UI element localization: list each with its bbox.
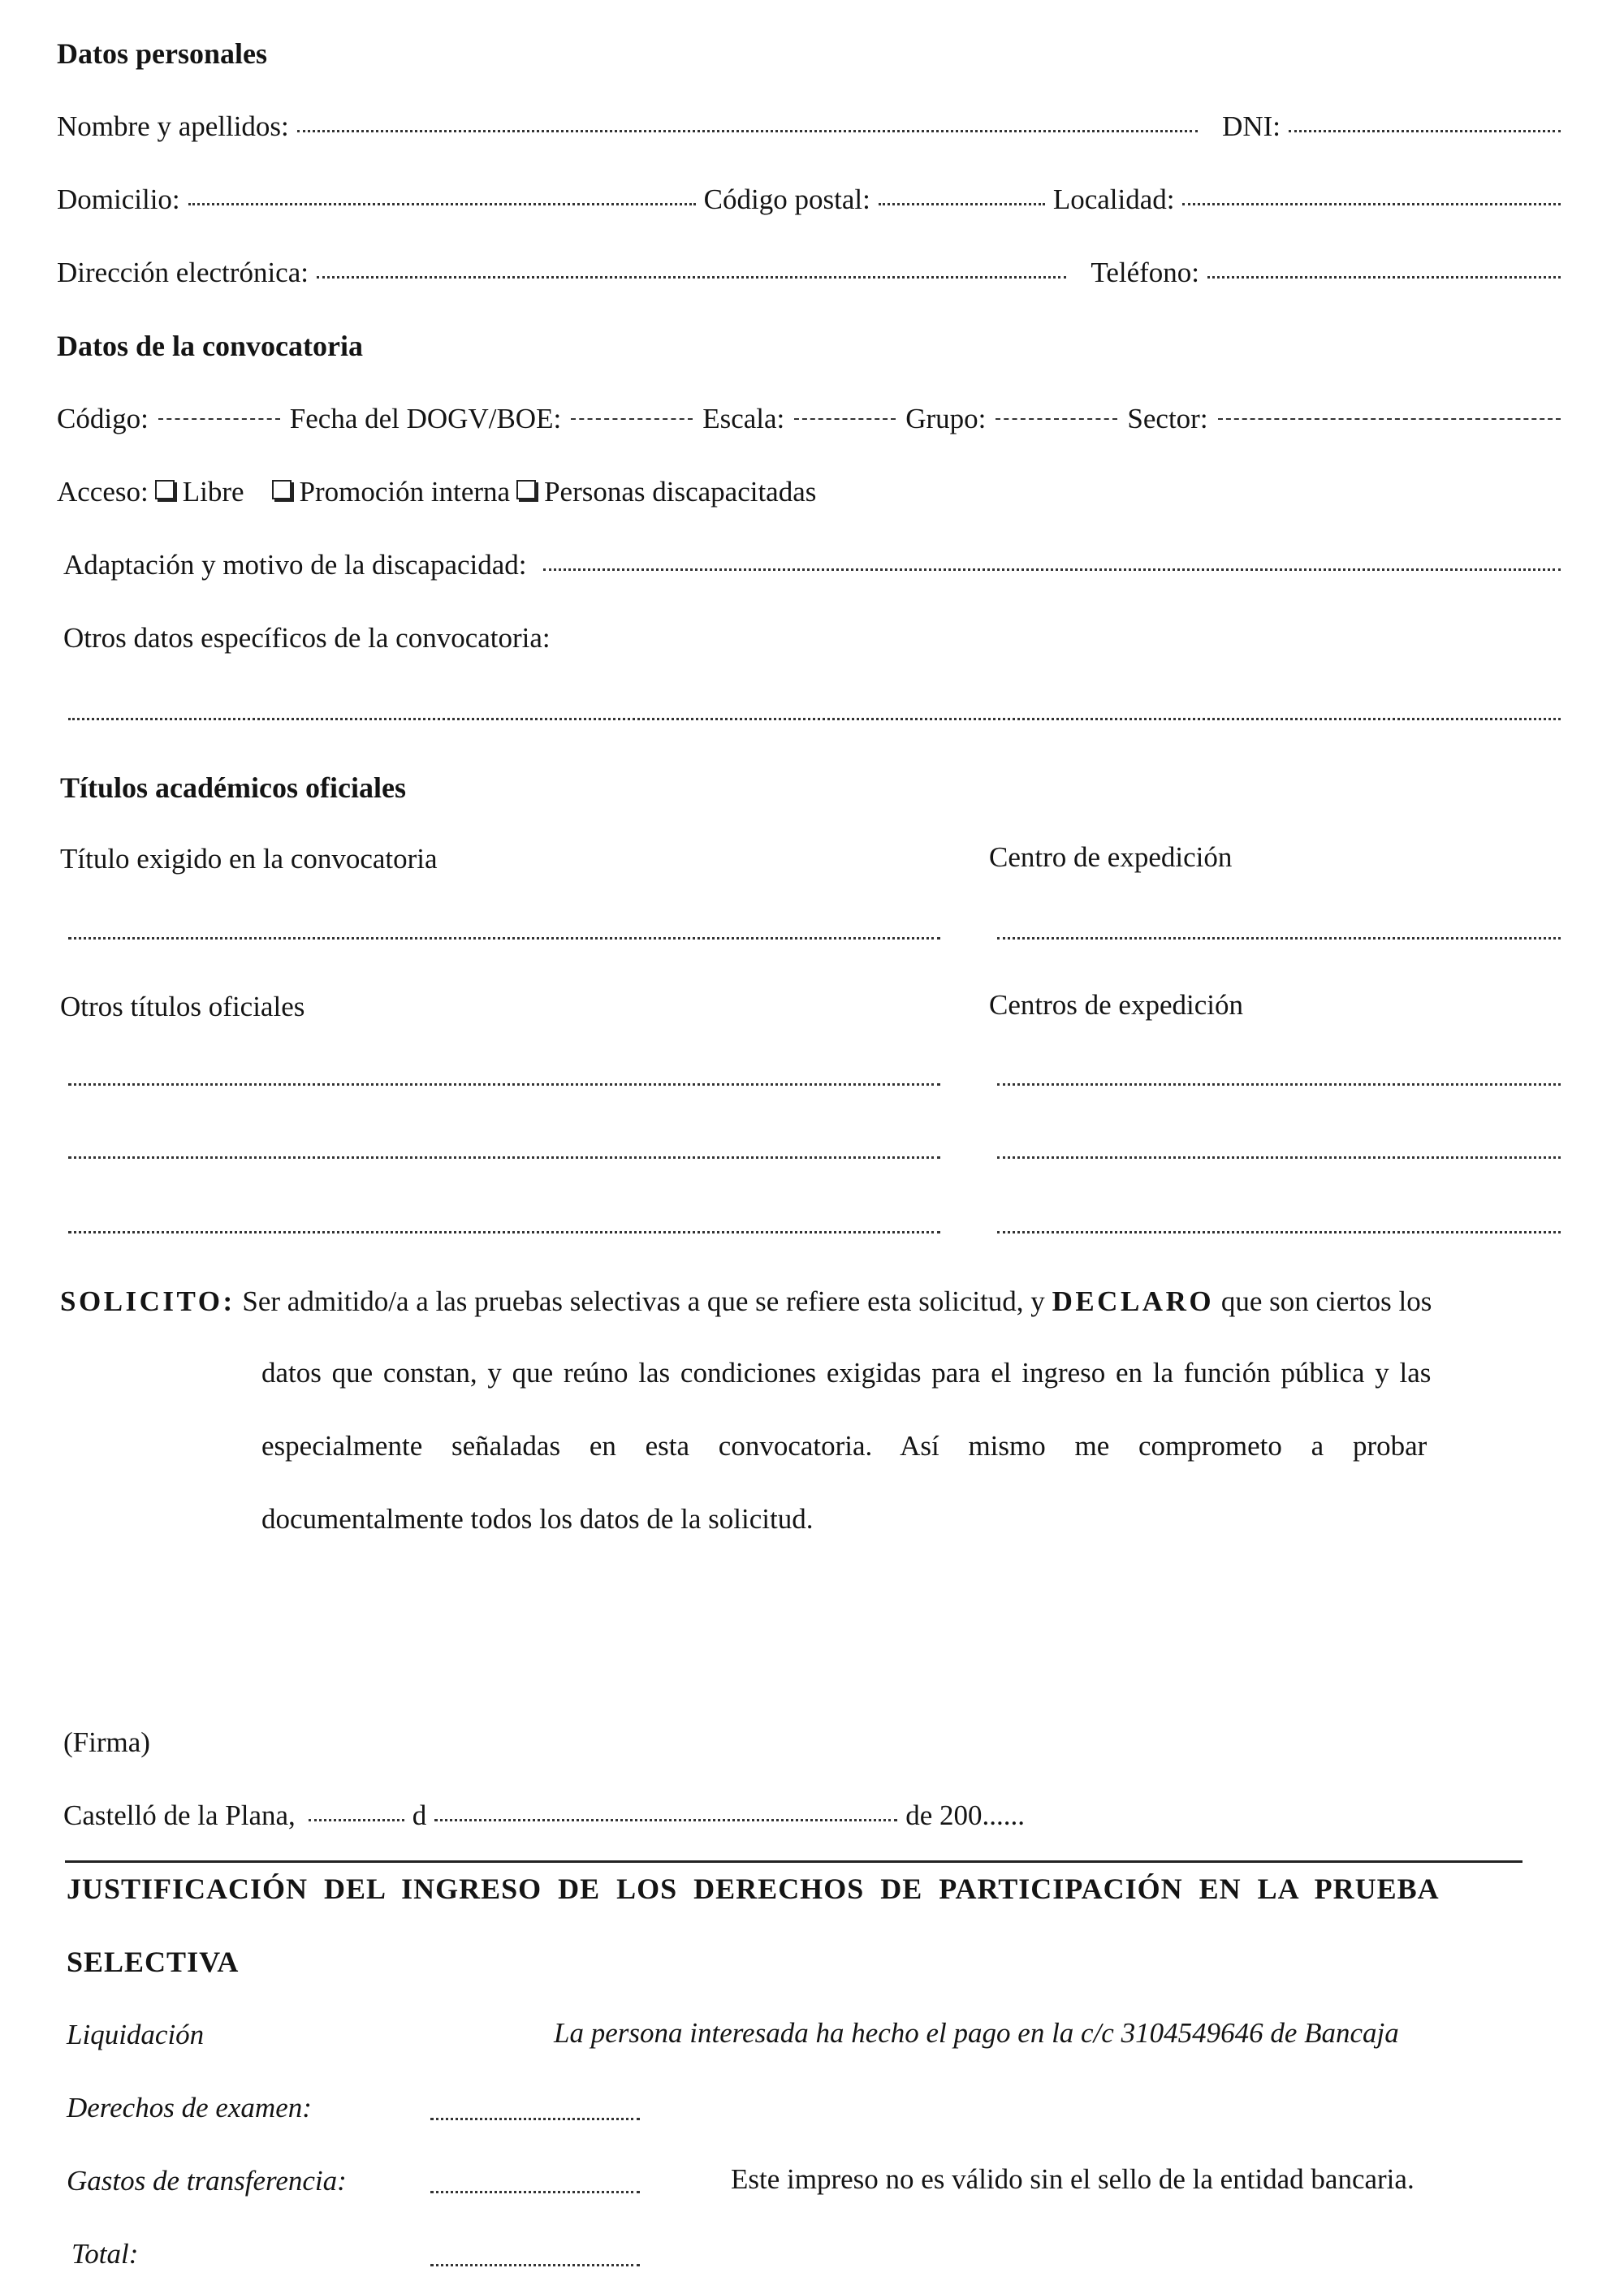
other-center-field-3[interactable] [997,1231,1561,1233]
email-label: Dirección electrónica: [57,257,309,288]
group-label: Grupo: [905,403,987,434]
issuing-centers-label: Centros de expedición [989,989,1243,1021]
adaptation-field[interactable] [543,568,1561,571]
year-label: de 200...... [905,1799,1026,1831]
transfer-fees-label: Gastos de transferencia: [67,2165,347,2197]
request-line-3: especialmente señaladas en esta convocatoria. Así mismo me comprometo a probar [261,1430,1427,1462]
titles-heading: Títulos académicos oficiales [60,771,406,804]
access-libre-label: Libre [182,476,244,508]
name-label: Nombre y apellidos: [57,110,289,142]
email-row [57,258,1561,287]
other-center-field-2[interactable] [997,1156,1561,1159]
other-title-field-3[interactable] [68,1231,940,1233]
other-titles-label: Otros títulos oficiales [60,991,305,1022]
exam-fees-label: Derechos de examen: [67,2092,312,2123]
name-row [57,112,1561,140]
signature-label: (Firma) [63,1726,150,1758]
access-label: Acceso: [57,476,149,508]
request-text-b: que son ciertos los [1220,1285,1432,1317]
payment-heading-line-1: JUSTIFICACIÓN DEL INGRESO DE LOS DERECHOS DE PARTICIPACIÓN EN LA PRUEBA [67,1873,1440,1905]
email-field[interactable] [317,276,1066,279]
payment-heading-line-2: SELECTIVA [67,1946,240,1978]
other-call-data-field[interactable] [68,718,1561,720]
group-field[interactable] [996,418,1117,420]
access-promotion-checkbox[interactable] [272,480,292,499]
access-promotion-label: Promoción interna [299,476,511,508]
dni-field[interactable] [1289,130,1561,132]
address-label: Domicilio: [57,184,180,215]
total-field[interactable] [430,2264,640,2266]
other-title-field-1[interactable] [68,1083,940,1086]
access-row [57,477,816,506]
request-line-1 [60,1287,1520,1315]
adaptation-label: Adaptación y motivo de la discapacidad: [63,549,527,581]
locality-field[interactable] [1182,203,1561,205]
call-codes-row [57,404,1561,433]
dni-label: DNI: [1222,110,1281,142]
required-title-label: Título exigido en la convocatoria [60,843,438,875]
place-date-row [63,1801,1025,1830]
required-title-field[interactable] [68,937,940,940]
postal-code-label: Código postal: [703,184,870,215]
liquidation-label: Liquidación [67,2019,205,2050]
other-title-field-2[interactable] [68,1156,940,1159]
locality-label: Localidad: [1052,184,1175,215]
request-text-a: Ser admitido/a a las pruebas selectivas a que se refiere esta solicitud, y [242,1285,1045,1317]
declaro-label: DECLARO [1052,1285,1215,1317]
exam-fees-field[interactable] [430,2118,640,2120]
address-field[interactable] [188,203,696,205]
scale-label: Escala: [702,403,785,434]
adaptation-row [63,551,1561,579]
request-line-2: datos que constan, y que reúno las condiciones exigidas para el ingreso en la función pública y las [261,1357,1432,1389]
phone-label: Teléfono: [1091,257,1199,288]
solicito-label: SOLICITO: [60,1285,235,1317]
bank-note: La persona interesada ha hecho el pago en la c/c 3104549646 de Bancaja [554,2017,1399,2049]
personal-data-heading: Datos personales [57,37,267,70]
code-label: Código: [57,403,149,434]
name-field[interactable] [297,130,1198,132]
access-disabled-checkbox[interactable] [516,480,536,499]
code-field[interactable] [158,418,280,420]
date-field[interactable] [571,418,693,420]
other-call-data-label: Otros datos específicos de la convocatoria: [63,622,551,654]
sector-field[interactable] [1218,418,1561,420]
total-label: Total: [71,2238,139,2270]
issuing-center-field[interactable] [997,937,1561,940]
month-field[interactable] [434,1819,897,1821]
address-row [57,185,1561,214]
d-label: d [412,1799,427,1831]
request-line-4: documentalmente todos los datos de la solicitud. [261,1503,814,1535]
date-label: Fecha del DOGV/BOE: [289,403,562,434]
place-label: Castelló de la Plana, [63,1799,296,1831]
issuing-center-label: Centro de expedición [989,841,1233,873]
section-divider [65,1860,1522,1863]
scale-field[interactable] [794,418,896,420]
access-libre-checkbox[interactable] [155,480,175,499]
validity-note: Este impreso no es válido sin el sello de la entidad bancaria. [731,2163,1415,2195]
phone-field[interactable] [1207,276,1561,279]
sector-label: Sector: [1127,403,1208,434]
other-center-field-1[interactable] [997,1083,1561,1086]
call-data-heading: Datos de la convocatoria [57,330,363,362]
day-field[interactable] [309,1819,404,1821]
transfer-fees-field[interactable] [430,2191,640,2193]
postal-code-field[interactable] [879,203,1045,205]
access-disabled-label: Personas discapacitadas [544,476,817,508]
